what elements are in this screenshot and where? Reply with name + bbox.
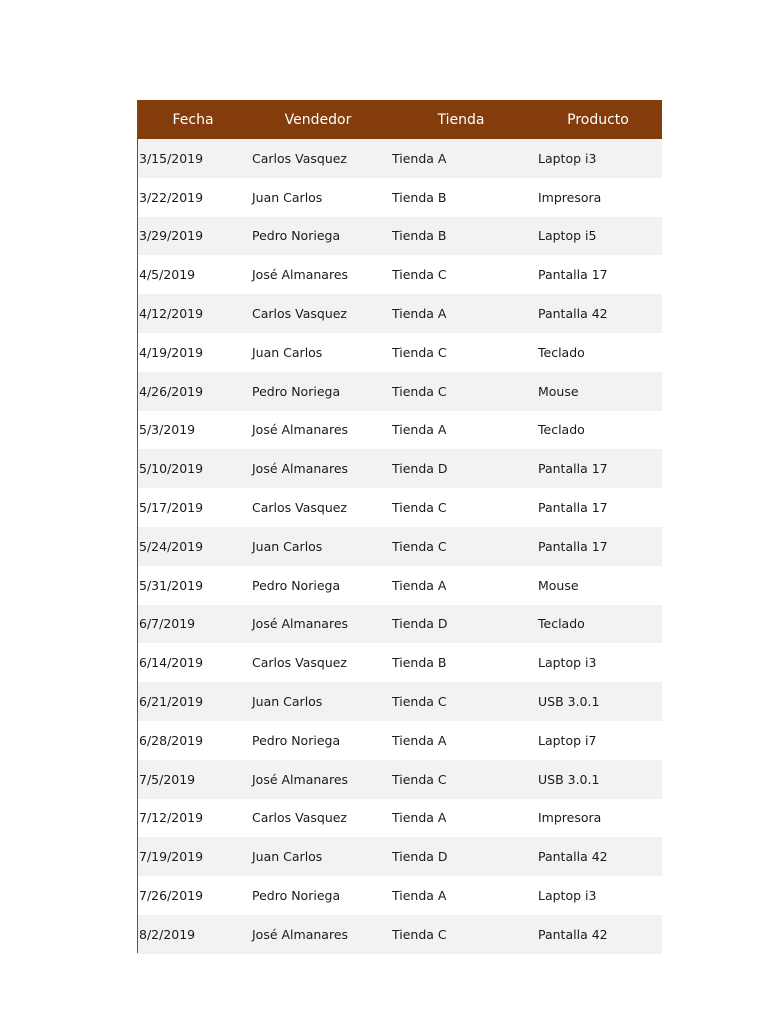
column-header-fecha[interactable]: Fecha bbox=[172, 111, 214, 128]
table-row bbox=[138, 876, 662, 915]
sales-table bbox=[138, 100, 662, 954]
cell-vendedor[interactable]: Carlos Vasquez bbox=[252, 810, 347, 826]
table-row bbox=[138, 682, 662, 721]
cell-vendedor[interactable]: Pedro Noriega bbox=[252, 383, 341, 399]
cell-fecha[interactable]: 7/19/2019 bbox=[139, 849, 204, 865]
cell-producto[interactable]: Pantalla 17 bbox=[538, 461, 608, 477]
cell-fecha[interactable]: 8/2/2019 bbox=[139, 926, 196, 942]
table-header bbox=[138, 100, 662, 139]
cell-vendedor[interactable]: Pedro Noriega bbox=[252, 577, 341, 593]
cell-vendedor[interactable]: Carlos Vasquez bbox=[252, 655, 347, 671]
cell-producto[interactable]: Teclado bbox=[538, 616, 585, 632]
cell-vendedor[interactable]: José Almanares bbox=[252, 267, 349, 283]
cell-tienda[interactable]: Tienda A bbox=[392, 732, 447, 748]
cell-vendedor[interactable]: José Almanares bbox=[252, 926, 349, 942]
cell-fecha[interactable]: 4/26/2019 bbox=[139, 383, 204, 399]
sales-table-container bbox=[138, 100, 662, 954]
cell-producto[interactable]: Impresora bbox=[538, 810, 602, 826]
cell-fecha[interactable]: 4/5/2019 bbox=[139, 267, 196, 283]
cell-vendedor[interactable]: Carlos Vasquez bbox=[252, 150, 347, 166]
cell-fecha[interactable]: 6/14/2019 bbox=[139, 655, 204, 671]
cell-fecha[interactable]: 6/28/2019 bbox=[139, 732, 204, 748]
cell-vendedor[interactable]: José Almanares bbox=[252, 461, 349, 477]
cell-vendedor[interactable]: Juan Carlos bbox=[252, 849, 323, 865]
cell-vendedor[interactable]: Carlos Vasquez bbox=[252, 500, 347, 516]
cell-fecha[interactable]: 6/7/2019 bbox=[139, 616, 196, 632]
cell-tienda[interactable]: Tienda B bbox=[392, 228, 447, 244]
cell-tienda[interactable]: Tienda B bbox=[392, 189, 447, 205]
cell-fecha[interactable]: 5/3/2019 bbox=[139, 422, 196, 438]
cell-tienda[interactable]: Tienda C bbox=[392, 771, 447, 787]
cell-fecha[interactable]: 5/10/2019 bbox=[139, 461, 204, 477]
table-row bbox=[138, 605, 662, 644]
table-body bbox=[138, 139, 662, 954]
cell-producto[interactable]: Pantalla 42 bbox=[538, 849, 608, 865]
cell-fecha[interactable]: 5/31/2019 bbox=[139, 577, 204, 593]
cell-producto[interactable]: Mouse bbox=[538, 577, 579, 593]
cell-fecha[interactable]: 5/24/2019 bbox=[139, 538, 204, 554]
table-row bbox=[138, 217, 662, 256]
cell-tienda[interactable]: Tienda D bbox=[392, 461, 448, 477]
cell-tienda[interactable]: Tienda A bbox=[392, 888, 447, 904]
cell-fecha[interactable]: 3/22/2019 bbox=[139, 189, 204, 205]
table-row bbox=[138, 527, 662, 566]
table-row bbox=[138, 139, 662, 178]
cell-tienda[interactable]: Tienda B bbox=[392, 655, 447, 671]
cell-tienda[interactable]: Tienda D bbox=[392, 616, 448, 632]
table-row bbox=[138, 372, 662, 411]
cell-tienda[interactable]: Tienda C bbox=[392, 383, 447, 399]
cell-producto[interactable]: Mouse bbox=[538, 383, 579, 399]
cell-producto[interactable]: Pantalla 42 bbox=[538, 306, 608, 322]
table-row bbox=[138, 643, 662, 682]
column-header-vendedor[interactable]: Vendedor bbox=[284, 111, 352, 128]
cell-tienda[interactable]: Tienda D bbox=[392, 849, 448, 865]
table-row bbox=[138, 915, 662, 954]
cell-producto[interactable]: Pantalla 42 bbox=[538, 926, 608, 942]
cell-vendedor[interactable]: José Almanares bbox=[252, 616, 349, 632]
cell-tienda[interactable]: Tienda C bbox=[392, 344, 447, 360]
cell-tienda[interactable]: Tienda C bbox=[392, 694, 447, 710]
cell-tienda[interactable]: Tienda C bbox=[392, 500, 447, 516]
cell-producto[interactable]: Teclado bbox=[538, 344, 585, 360]
table-row bbox=[138, 294, 662, 333]
table-row bbox=[138, 721, 662, 760]
cell-tienda[interactable]: Tienda A bbox=[392, 422, 447, 438]
cell-vendedor[interactable]: Pedro Noriega bbox=[252, 228, 341, 244]
cell-vendedor[interactable]: Pedro Noriega bbox=[252, 732, 341, 748]
cell-tienda[interactable]: Tienda A bbox=[392, 577, 447, 593]
cell-vendedor[interactable]: José Almanares bbox=[252, 771, 349, 787]
table-row bbox=[138, 333, 662, 372]
cell-vendedor[interactable]: Juan Carlos bbox=[252, 344, 323, 360]
cell-producto[interactable]: Pantalla 17 bbox=[538, 267, 608, 283]
cell-fecha[interactable]: 4/12/2019 bbox=[139, 306, 204, 322]
cell-fecha[interactable]: 3/29/2019 bbox=[139, 228, 204, 244]
cell-fecha[interactable]: 4/19/2019 bbox=[139, 344, 204, 360]
cell-tienda[interactable]: Tienda A bbox=[392, 150, 447, 166]
table-row bbox=[138, 255, 662, 294]
cell-fecha[interactable]: 7/26/2019 bbox=[139, 888, 204, 904]
cell-producto[interactable]: Teclado bbox=[538, 422, 585, 438]
table-row bbox=[138, 760, 662, 799]
cell-producto[interactable]: Pantalla 17 bbox=[538, 538, 608, 554]
cell-producto[interactable]: Laptop i3 bbox=[538, 888, 597, 904]
cell-producto[interactable]: USB 3.0.1 bbox=[538, 694, 600, 710]
cell-vendedor[interactable]: José Almanares bbox=[252, 422, 349, 438]
cell-producto[interactable]: Laptop i3 bbox=[538, 150, 597, 166]
table-row bbox=[138, 566, 662, 605]
cell-fecha[interactable]: 5/17/2019 bbox=[139, 500, 204, 516]
table-row bbox=[138, 799, 662, 838]
cell-vendedor[interactable]: Pedro Noriega bbox=[252, 888, 341, 904]
cell-tienda[interactable]: Tienda A bbox=[392, 810, 447, 826]
header-row bbox=[138, 100, 662, 139]
cell-fecha[interactable]: 7/12/2019 bbox=[139, 810, 204, 826]
table-row bbox=[138, 488, 662, 527]
cell-tienda[interactable]: Tienda C bbox=[392, 538, 447, 554]
cell-producto[interactable]: Pantalla 17 bbox=[538, 500, 608, 516]
cell-fecha[interactable]: 3/15/2019 bbox=[139, 150, 204, 166]
cell-tienda[interactable]: Tienda C bbox=[392, 267, 447, 283]
cell-fecha[interactable]: 7/5/2019 bbox=[139, 771, 196, 787]
cell-fecha[interactable]: 6/21/2019 bbox=[139, 694, 204, 710]
cell-producto[interactable]: Laptop i3 bbox=[538, 655, 597, 671]
cell-vendedor[interactable]: Juan Carlos bbox=[252, 694, 323, 710]
cell-vendedor[interactable]: Juan Carlos bbox=[252, 189, 323, 205]
table-row bbox=[138, 178, 662, 217]
table-row bbox=[138, 411, 662, 450]
cell-vendedor[interactable]: Carlos Vasquez bbox=[252, 306, 347, 322]
cell-producto[interactable]: USB 3.0.1 bbox=[538, 771, 600, 787]
cell-producto[interactable]: Impresora bbox=[538, 189, 602, 205]
table-row bbox=[138, 449, 662, 488]
cell-tienda[interactable]: Tienda C bbox=[392, 926, 447, 942]
table-row bbox=[138, 837, 662, 876]
cell-tienda[interactable]: Tienda A bbox=[392, 306, 447, 322]
cell-vendedor[interactable]: Juan Carlos bbox=[252, 538, 323, 554]
cell-producto[interactable]: Laptop i7 bbox=[538, 732, 597, 748]
cell-producto[interactable]: Laptop i5 bbox=[538, 228, 597, 244]
column-header-producto[interactable]: Producto bbox=[567, 111, 629, 128]
column-header-tienda[interactable]: Tienda bbox=[437, 111, 485, 128]
